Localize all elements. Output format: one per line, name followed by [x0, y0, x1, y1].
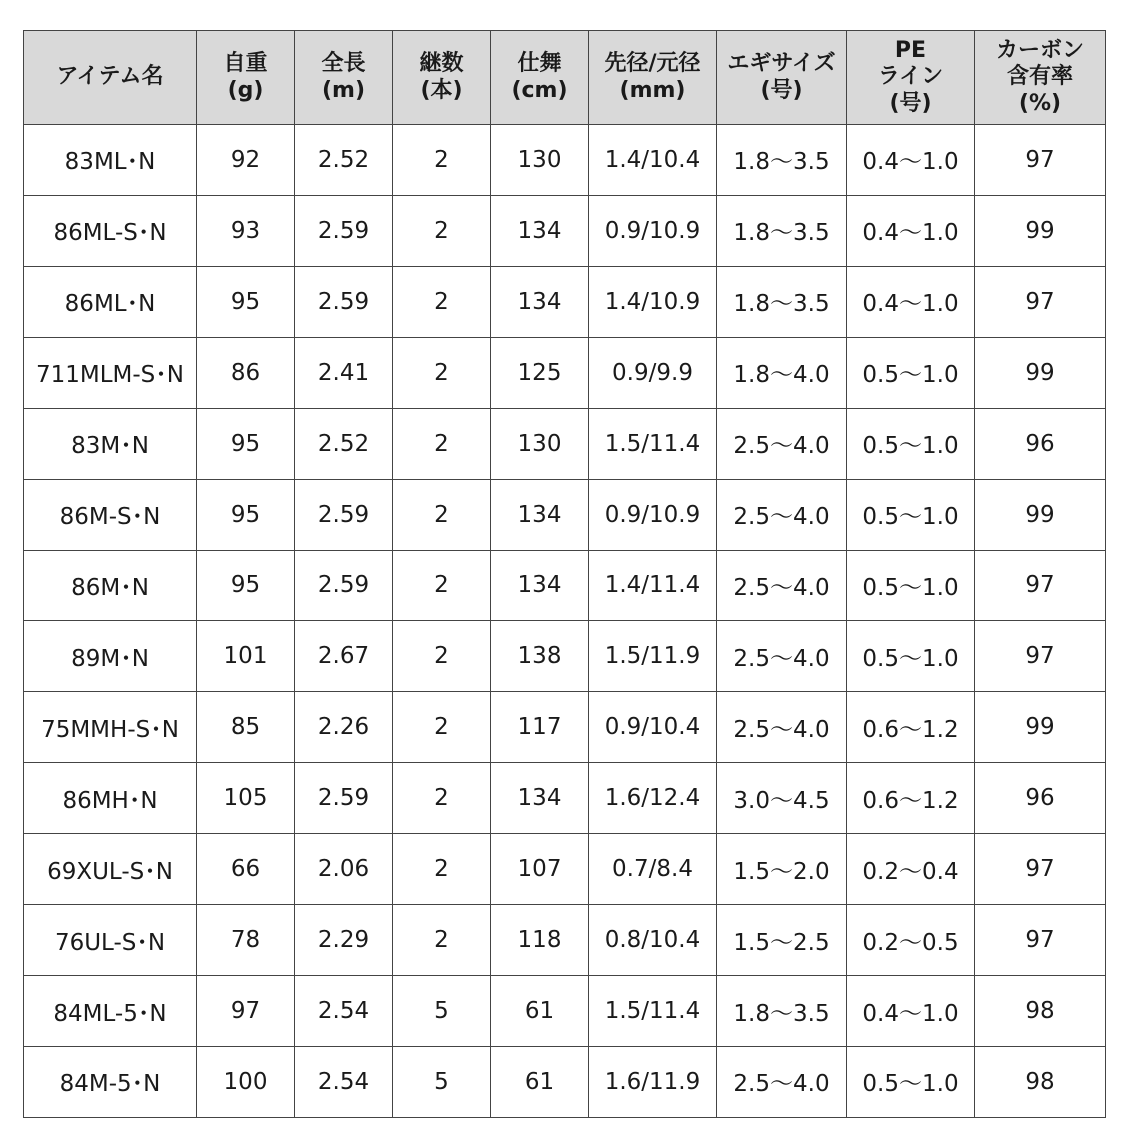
cell-pe-line: 0.4～1.0	[847, 976, 975, 1047]
table-row	[24, 125, 1106, 196]
cell-item-name: 86M･N	[24, 550, 197, 621]
cell-item-name: 86M-S･N	[24, 479, 197, 550]
cell-carbon-content: 96	[975, 408, 1106, 479]
cell-diameter: 1.4/11.4	[589, 550, 717, 621]
cell-closed-length: 125	[491, 337, 589, 408]
table-row	[24, 266, 1106, 337]
table-row	[24, 763, 1106, 834]
table-row	[24, 692, 1106, 763]
cell-weight: 85	[197, 692, 295, 763]
cell-length: 2.59	[295, 266, 393, 337]
cell-item-name: 89M･N	[24, 621, 197, 692]
table-row	[24, 976, 1106, 1047]
cell-item-name: 76UL-S･N	[24, 905, 197, 976]
cell-length: 2.26	[295, 692, 393, 763]
table-row	[24, 195, 1106, 266]
cell-closed-length: 130	[491, 125, 589, 196]
header-closed-length: 仕舞 (cm)	[491, 31, 589, 125]
cell-egi-size: 3.0～4.5	[717, 763, 847, 834]
table-row	[24, 834, 1106, 905]
cell-item-name: 83ML･N	[24, 125, 197, 196]
cell-carbon-content: 97	[975, 266, 1106, 337]
cell-pieces: 2	[393, 763, 491, 834]
cell-closed-length: 134	[491, 550, 589, 621]
cell-length: 2.52	[295, 408, 393, 479]
cell-pieces: 2	[393, 195, 491, 266]
cell-length: 2.54	[295, 1046, 393, 1117]
cell-closed-length: 118	[491, 905, 589, 976]
cell-pe-line: 0.5～1.0	[847, 408, 975, 479]
cell-closed-length: 107	[491, 834, 589, 905]
cell-length: 2.54	[295, 976, 393, 1047]
cell-carbon-content: 98	[975, 1046, 1106, 1117]
cell-egi-size: 1.8～3.5	[717, 266, 847, 337]
cell-egi-size: 2.5～4.0	[717, 550, 847, 621]
cell-item-name: 86ML･N	[24, 266, 197, 337]
cell-item-name: 75MMH-S･N	[24, 692, 197, 763]
cell-pe-line: 0.5～1.0	[847, 621, 975, 692]
header-weight: 自重 (g)	[197, 31, 295, 125]
cell-carbon-content: 97	[975, 125, 1106, 196]
cell-pe-line: 0.4～1.0	[847, 266, 975, 337]
cell-pe-line: 0.2～0.5	[847, 905, 975, 976]
cell-pieces: 2	[393, 834, 491, 905]
cell-pe-line: 0.6～1.2	[847, 692, 975, 763]
cell-egi-size: 1.8～4.0	[717, 337, 847, 408]
table-row	[24, 337, 1106, 408]
cell-egi-size: 2.5～4.0	[717, 479, 847, 550]
cell-carbon-content: 97	[975, 550, 1106, 621]
table-row	[24, 621, 1106, 692]
cell-diameter: 1.6/11.9	[589, 1046, 717, 1117]
cell-diameter: 1.5/11.4	[589, 976, 717, 1047]
cell-closed-length: 134	[491, 195, 589, 266]
spec-table-body	[24, 125, 1106, 1118]
table-row	[24, 550, 1106, 621]
cell-pieces: 2	[393, 266, 491, 337]
cell-weight: 97	[197, 976, 295, 1047]
header-row	[24, 31, 1106, 125]
cell-weight: 86	[197, 337, 295, 408]
cell-closed-length: 130	[491, 408, 589, 479]
cell-weight: 95	[197, 550, 295, 621]
cell-carbon-content: 99	[975, 337, 1106, 408]
cell-egi-size: 2.5～4.0	[717, 408, 847, 479]
cell-carbon-content: 99	[975, 195, 1106, 266]
cell-weight: 105	[197, 763, 295, 834]
cell-weight: 95	[197, 408, 295, 479]
cell-closed-length: 117	[491, 692, 589, 763]
cell-diameter: 0.9/10.9	[589, 195, 717, 266]
cell-pe-line: 0.4～1.0	[847, 125, 975, 196]
cell-diameter: 1.5/11.9	[589, 621, 717, 692]
cell-closed-length: 61	[491, 1046, 589, 1117]
cell-pe-line: 0.6～1.2	[847, 763, 975, 834]
cell-carbon-content: 96	[975, 763, 1106, 834]
cell-carbon-content: 99	[975, 692, 1106, 763]
cell-closed-length: 134	[491, 479, 589, 550]
cell-carbon-content: 98	[975, 976, 1106, 1047]
header-pe-line: PE ライン (号)	[847, 31, 975, 125]
cell-weight: 95	[197, 266, 295, 337]
cell-diameter: 0.9/9.9	[589, 337, 717, 408]
cell-pieces: 2	[393, 337, 491, 408]
cell-weight: 100	[197, 1046, 295, 1117]
cell-carbon-content: 97	[975, 834, 1106, 905]
cell-egi-size: 2.5～4.0	[717, 621, 847, 692]
header-length: 全長 (m)	[295, 31, 393, 125]
cell-egi-size: 2.5～4.0	[717, 692, 847, 763]
cell-length: 2.59	[295, 195, 393, 266]
cell-item-name: 83M･N	[24, 408, 197, 479]
cell-egi-size: 1.5～2.5	[717, 905, 847, 976]
cell-pieces: 2	[393, 550, 491, 621]
cell-diameter: 1.5/11.4	[589, 408, 717, 479]
cell-weight: 101	[197, 621, 295, 692]
cell-carbon-content: 97	[975, 905, 1106, 976]
cell-pieces: 2	[393, 125, 491, 196]
header-diameter: 先径/元径 (mm)	[589, 31, 717, 125]
cell-length: 2.41	[295, 337, 393, 408]
cell-pieces: 2	[393, 621, 491, 692]
cell-length: 2.59	[295, 479, 393, 550]
cell-closed-length: 138	[491, 621, 589, 692]
cell-diameter: 0.7/8.4	[589, 834, 717, 905]
header-egi-size: エギサイズ (号)	[717, 31, 847, 125]
cell-closed-length: 134	[491, 266, 589, 337]
cell-egi-size: 2.5～4.0	[717, 1046, 847, 1117]
table-row	[24, 905, 1106, 976]
cell-item-name: 69XUL-S･N	[24, 834, 197, 905]
cell-weight: 95	[197, 479, 295, 550]
cell-pe-line: 0.5～1.0	[847, 1046, 975, 1117]
cell-pieces: 2	[393, 905, 491, 976]
cell-carbon-content: 97	[975, 621, 1106, 692]
cell-pe-line: 0.5～1.0	[847, 337, 975, 408]
cell-diameter: 0.9/10.9	[589, 479, 717, 550]
spec-table	[23, 30, 1106, 1118]
cell-egi-size: 1.8～3.5	[717, 125, 847, 196]
cell-diameter: 0.8/10.4	[589, 905, 717, 976]
cell-carbon-content: 99	[975, 479, 1106, 550]
cell-diameter: 1.4/10.9	[589, 266, 717, 337]
cell-closed-length: 134	[491, 763, 589, 834]
cell-weight: 78	[197, 905, 295, 976]
cell-pe-line: 0.5～1.0	[847, 479, 975, 550]
header-pieces: 継数 (本)	[393, 31, 491, 125]
table-row	[24, 479, 1106, 550]
cell-pieces: 2	[393, 479, 491, 550]
cell-egi-size: 1.5～2.0	[717, 834, 847, 905]
cell-item-name: 86MH･N	[24, 763, 197, 834]
cell-weight: 93	[197, 195, 295, 266]
cell-length: 2.67	[295, 621, 393, 692]
cell-length: 2.06	[295, 834, 393, 905]
cell-egi-size: 1.8～3.5	[717, 195, 847, 266]
header-item-name: アイテム名	[24, 31, 197, 125]
cell-pe-line: 0.5～1.0	[847, 550, 975, 621]
cell-pieces: 2	[393, 692, 491, 763]
cell-closed-length: 61	[491, 976, 589, 1047]
cell-pieces: 5	[393, 1046, 491, 1117]
cell-item-name: 711MLM-S･N	[24, 337, 197, 408]
cell-length: 2.52	[295, 125, 393, 196]
cell-item-name: 84M-5･N	[24, 1046, 197, 1117]
cell-pieces: 2	[393, 408, 491, 479]
header-carbon-content: カーボン 含有率 (%)	[975, 31, 1106, 125]
cell-diameter: 1.6/12.4	[589, 763, 717, 834]
cell-weight: 66	[197, 834, 295, 905]
cell-weight: 92	[197, 125, 295, 196]
table-row	[24, 408, 1106, 479]
cell-length: 2.29	[295, 905, 393, 976]
cell-diameter: 1.4/10.4	[589, 125, 717, 196]
cell-pe-line: 0.2～0.4	[847, 834, 975, 905]
cell-pieces: 5	[393, 976, 491, 1047]
cell-length: 2.59	[295, 763, 393, 834]
cell-diameter: 0.9/10.4	[589, 692, 717, 763]
cell-length: 2.59	[295, 550, 393, 621]
cell-item-name: 84ML-5･N	[24, 976, 197, 1047]
spec-table-header	[24, 31, 1106, 125]
table-row	[24, 1046, 1106, 1117]
cell-item-name: 86ML-S･N	[24, 195, 197, 266]
cell-pe-line: 0.4～1.0	[847, 195, 975, 266]
cell-egi-size: 1.8～3.5	[717, 976, 847, 1047]
